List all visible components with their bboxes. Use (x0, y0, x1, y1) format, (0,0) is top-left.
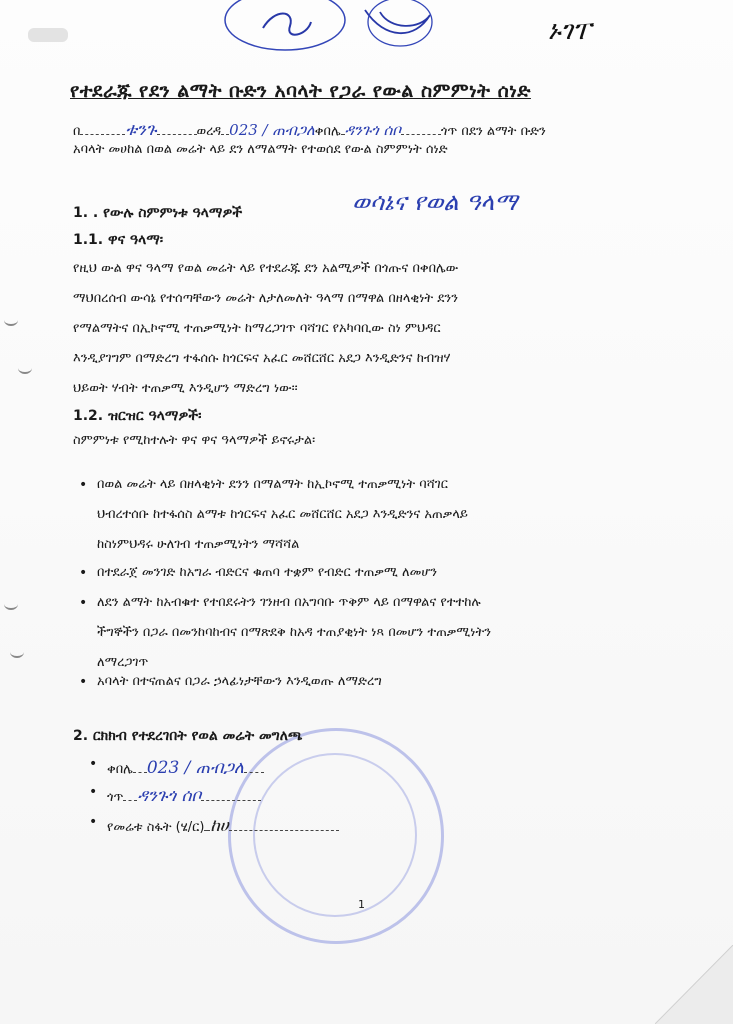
land-item-hand: ዳንጉጎ ሰቦ (137, 786, 202, 806)
paragraph-line: እንዲያገግም በማድረግ ተፋሰሱ ከጎርፍና አፈር መሸርሸር አደጋ እንዲድንና ከብዝሃ (73, 351, 451, 366)
land-item-label: ጎጥ (107, 790, 124, 805)
bullet-dot: • (79, 477, 88, 493)
land-item-hand: 023 / ጠብጋለ (146, 758, 244, 778)
signature-scribbles (215, 0, 455, 60)
paragraph-line: ህይወት ሃብት ተጠቃሚ እንዲሆን ማድረግ ነው፡፡ (73, 381, 298, 396)
got-suffix: ጎጥ በደን ልማት ቡድን (440, 124, 546, 139)
section-1-1-body (73, 254, 658, 404)
bullet-line: ችግኞችን በጋራ በመንከባከብና በማጽደቅ ከአዳ ተጠያቂነት ነጻ በመሆን ተጠቃሚነትን (97, 625, 492, 640)
bullet-dot: • (89, 756, 98, 772)
intro-line-1 (73, 120, 546, 140)
page-fold (655, 945, 733, 1024)
punch-hole (10, 646, 24, 658)
wereda-label: ወረዳ (196, 124, 222, 139)
paragraph-line: የዚህ ውል ዋና ዓላማ የወል መሬት ላይ የተደራጁ ደን አልሚዎች በጎጡና በቀበሌው (73, 261, 459, 276)
section-1-2-intro: ስምምነቱ የሚከተሉት ዋና ዋና ዓላማዎች ይኖሩታል፡ (73, 433, 316, 448)
bullet-line: ለማረጋገጥ (97, 655, 149, 670)
punch-hole (4, 314, 18, 326)
bullet-line: በወል መሬት ላይ በዘላቂነት ደንን በማልማት ከኢኮኖሚ ተጠቃሚነት ባሻገር (97, 477, 448, 492)
hand-got: ዳንጉጎ ሰቦ (344, 121, 401, 139)
bullet-line: ከስነምህዳሩ ሁለገብ ተጠቃሚነትን ማሻሻል (97, 537, 300, 552)
intro-line-2: አባላት መሀከል በወል መሬት ላይ ደን ለማልማት የተወሰደ የውል ስምምነት ሰነድ (73, 142, 448, 157)
hand-kebele: 023 / ጠብጋለ (229, 121, 315, 139)
paragraph-line: የማልማትና በኢኮኖሚ ተጠቃሚነት ከማረጋገጥ ባሻገር የአካባቢው ስነ ምህዳር (73, 321, 441, 336)
bullet-line: ህብረተሰቡ ከተፋሰስ ልማቱ ከጎርፍና አፈር መሸርሸር አደጋ እንዲድንና አጠቃላይ (97, 507, 468, 522)
paragraph-line: ማህበረሰብ ውሳኔ የተሰጣቸውን መሬት ለታለመለት ዓላማ በማዋል በዘላቂነት ደንን (73, 291, 459, 306)
scan-mark (28, 28, 68, 42)
section-2-heading: 2. ርክክብ የተደረገበት የወል መሬት መግለጫ (73, 728, 303, 744)
land-item-area (89, 814, 339, 836)
land-item-label: ቀበሌ (107, 762, 133, 777)
bullet-line: በተደራጀ መንገድ ከአግራ ብድርና ቁጠባ ተቋም የብድር ተጠቃሚ ለመሆን (97, 565, 438, 580)
bullet-item (79, 470, 468, 560)
punch-hole (4, 598, 18, 610)
land-item-kebele (89, 756, 264, 778)
top-right-handwriting: ኑገፐ (548, 16, 591, 46)
bullet-item (79, 588, 492, 678)
bullet-item (79, 558, 438, 588)
bullet-line: ለደን ልማት ከአብቁተ የተበደሩትን ገንዘብ በአግባቡ ጥቅም ላይ በማዋልና የተተከሉ (97, 595, 481, 610)
land-item-hand: ከሀ (210, 816, 229, 836)
bullet-dot: • (79, 595, 88, 611)
bullet-dot: • (79, 674, 88, 690)
land-item-label: የመሬቱ ስፋት (ሄ/ር) (107, 820, 205, 835)
section-1-heading: 1. . የውሉ ስምምነቱ ዓላማዎች (73, 205, 243, 221)
intro-prefix: በ (73, 124, 81, 139)
bullet-line: አባላት በተናጠልና በጋራ ኃላፊነታቸውን እንዲወጡ ለማድረግ (97, 674, 382, 689)
land-item-got (89, 784, 261, 806)
bullet-dot: • (89, 814, 98, 830)
document-title: የተደራጁ የደን ልማት ቡድን አባላት የጋራ የውል ስምምነት ሰነድ (70, 80, 531, 102)
bullet-item (79, 667, 382, 697)
section-1-2-heading: 1.2. ዝርዝር ዓላማዎች፡ (73, 408, 202, 424)
kebele-label: ቀበሌ (314, 124, 341, 139)
section-1-hand-note: ወሳኔና የወል ዓላማ (352, 188, 518, 216)
section-1-1-heading: 1.1. ዋና ዓላማ፡ (73, 232, 164, 248)
punch-hole (18, 362, 32, 374)
bullet-dot: • (89, 784, 98, 800)
bullet-dot: • (79, 565, 88, 581)
page-number: 1 (358, 898, 365, 911)
hand-wereda: ቱንጉ (125, 120, 157, 140)
